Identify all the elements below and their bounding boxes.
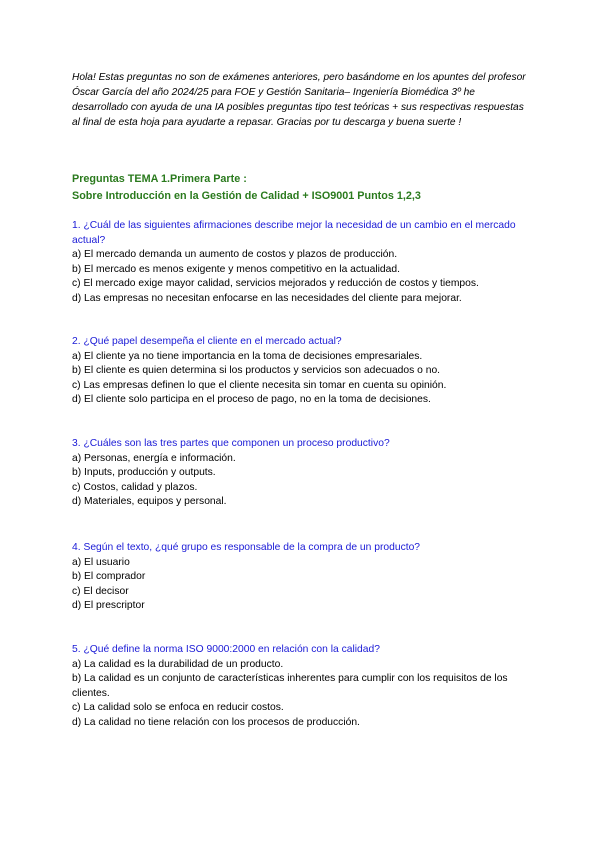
option-d: d) Materiales, equipos y personal. bbox=[72, 496, 227, 508]
question-text: 3. ¿Cuáles son las tres partes que componen un proceso productivo? bbox=[72, 438, 390, 449]
option-b: b) El mercado es menos exigente y menos competitivo en la actualidad. bbox=[72, 263, 400, 275]
option-b: b) Inputs, producción y outputs. bbox=[72, 467, 216, 479]
option-a: a) El cliente ya no tiene importancia en la toma de decisiones empresariales. bbox=[72, 350, 423, 362]
heading-line-2: Sobre Introducción en la Gestión de Calidad + ISO9001 Puntos 1,2,3 bbox=[72, 190, 421, 202]
question-4 bbox=[72, 541, 532, 614]
question-2 bbox=[72, 335, 532, 408]
question-text: 2. ¿Qué papel desempeña el cliente en el mercado actual? bbox=[72, 336, 342, 347]
question-3 bbox=[72, 437, 532, 510]
question-text: 4. Según el texto, ¿qué grupo es responsable de la compra de un producto? bbox=[72, 542, 421, 553]
option-d: d) El cliente solo participa en el proceso de pago, no en la toma de decisiones. bbox=[72, 394, 431, 406]
question-text: 1. ¿Cuál de las siguientes afirmaciones describe mejor la necesidad de un cambio en el mercado actual? bbox=[72, 220, 516, 246]
heading-line-1: Preguntas TEMA 1.Primera Parte : bbox=[72, 173, 247, 185]
question-5 bbox=[72, 643, 532, 731]
option-b: b) El cliente es quien determina si los productos y servicios son adecuados o no. bbox=[72, 365, 441, 377]
option-b: b) El comprador bbox=[72, 571, 146, 583]
option-c: c) El mercado exige mayor calidad, servicios mejorados y reducción de costos y tiempos. bbox=[72, 278, 479, 290]
intro-paragraph: Hola! Estas preguntas no son de exámenes anteriores, pero basándome en los apuntes del profesor Óscar García del año 2024/25 para FOE y Gestión Sanitaria– Ingeniería Biomédica 3º he desarrollado con ayuda de una IA posibles preguntas tipo test teóricas + sus respectivas respuestas al final de esta hoja para ayudarte a repasar. Gracias por tu descarga y buena suerte ! bbox=[72, 72, 526, 128]
question-1 bbox=[72, 219, 532, 307]
section-heading bbox=[72, 171, 532, 205]
option-c: c) Costos, calidad y plazos. bbox=[72, 481, 198, 493]
option-a: a) El mercado demanda un aumento de costos y plazos de producción. bbox=[72, 249, 398, 261]
option-d: d) La calidad no tiene relación con los procesos de producción. bbox=[72, 716, 360, 728]
option-d: d) El prescriptor bbox=[72, 600, 145, 612]
option-c: c) Las empresas definen lo que el cliente necesita sin tomar en cuenta su opinión. bbox=[72, 379, 447, 391]
option-d: d) Las empresas no necesitan enfocarse en las necesidades del cliente para mejorar. bbox=[72, 292, 462, 304]
option-c: c) El decisor bbox=[72, 585, 129, 597]
option-c: c) La calidad solo se enfoca en reducir costos. bbox=[72, 702, 284, 714]
option-a: a) La calidad es la durabilidad de un producto. bbox=[72, 658, 284, 670]
question-text: 5. ¿Qué define la norma ISO 9000:2000 en relación con la calidad? bbox=[72, 644, 380, 655]
option-b: b) La calidad es un conjunto de características inherentes para cumplir con los requisitos de los clientes. bbox=[72, 673, 508, 699]
option-a: a) Personas, energía e información. bbox=[72, 452, 236, 464]
option-a: a) El usuario bbox=[72, 556, 130, 568]
